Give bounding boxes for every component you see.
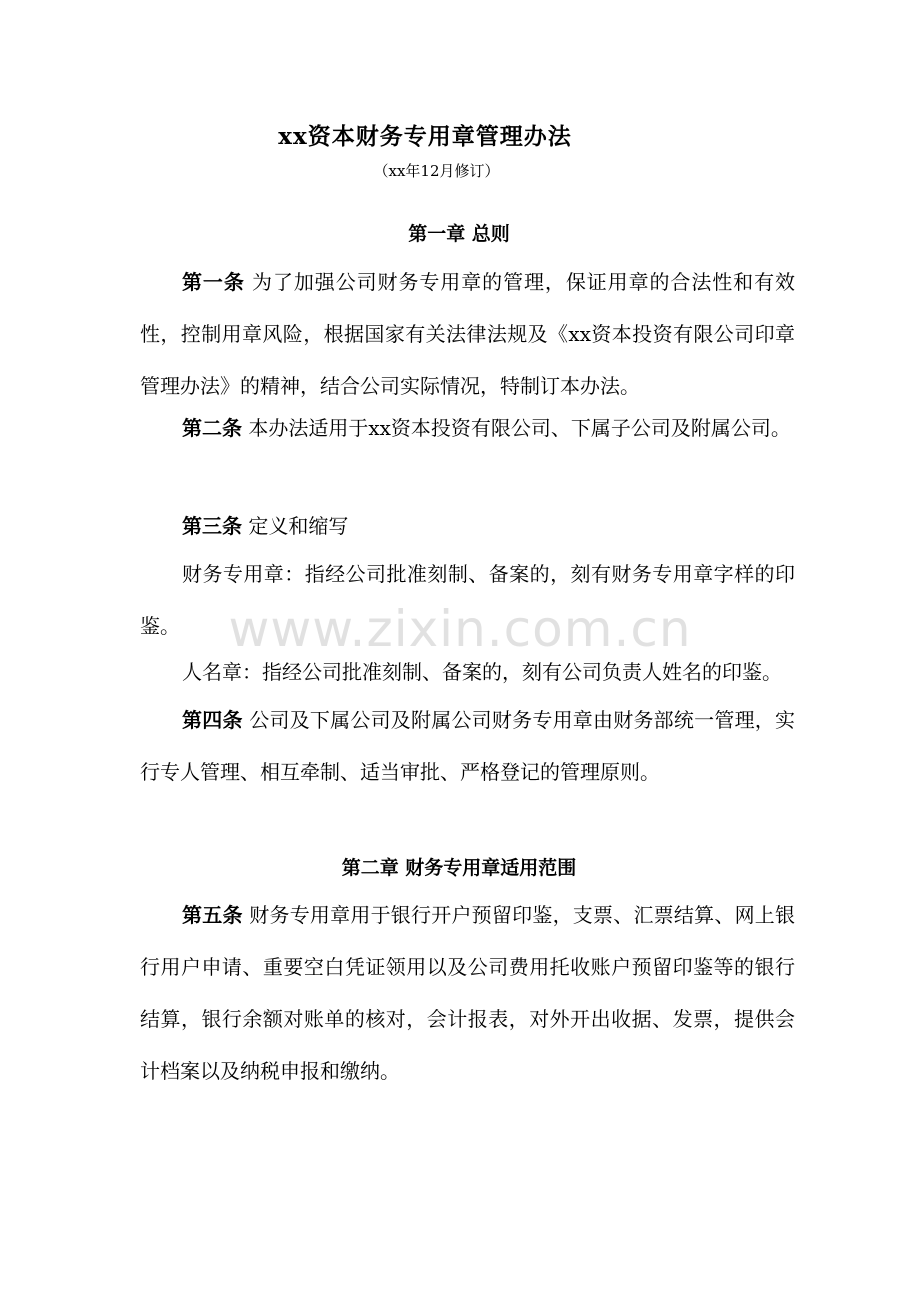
watermark: www.zixin.com.cn (228, 600, 692, 658)
chapter-heading-1: 第一章 总则 (408, 223, 510, 245)
article-text: 为了加强公司财务专用章的管理，保证用章的合法性和有效性，控制用章风险，根据国家有关法律法规及《xx资本投资有限公司印章管理办法》的精神，结合公司实际情况，特制订本办法。 (140, 270, 796, 398)
article-3 (140, 500, 795, 552)
article-label: 第五条 (182, 903, 243, 927)
definition-text: 人名章：指经公司批准刻制、备案的，刻有公司负责人姓名的印鉴。 (182, 660, 782, 684)
article-label: 第一条 (182, 270, 245, 294)
article-4 (140, 694, 795, 798)
definition-text: 财务专用章：指经公司批准刻制、备案的，刻有财务专用章字样的印鉴。 (140, 562, 795, 638)
article-label: 第三条 (182, 514, 242, 538)
article-5 (140, 889, 795, 1097)
chapter-heading-2: 第二章 财务专用章适用范围 (341, 857, 577, 879)
article-1 (140, 256, 795, 412)
article-text: 本办法适用于xx资本投资有限公司、下属子公司及附属公司。 (242, 416, 791, 440)
article-text: 财务专用章用于银行开户预留印鉴，支票、汇票结算、网上银行用户申请、重要空白凭证领用以及公司费用托收账户预留印鉴等的银行结算，银行余额对账单的核对，会计报表，对外开出收据、发票，提供会计档案以及纳税申报和缴纳。 (140, 903, 796, 1083)
article-2 (140, 402, 795, 454)
article-label: 第四条 (182, 708, 243, 732)
document-title: xx资本财务专用章管理办法 (278, 123, 572, 150)
article-text: 定义和缩写 (242, 514, 349, 538)
definition-name-seal (140, 646, 795, 698)
article-text: 公司及下属公司及附属公司财务专用章由财务部统一管理，实行专人管理、相互牵制、适当审批、严格登记的管理原则。 (140, 708, 796, 784)
definition-seal (140, 548, 795, 652)
document-subtitle: （xx年12月修订） (373, 162, 500, 180)
article-label: 第二条 (182, 416, 242, 440)
